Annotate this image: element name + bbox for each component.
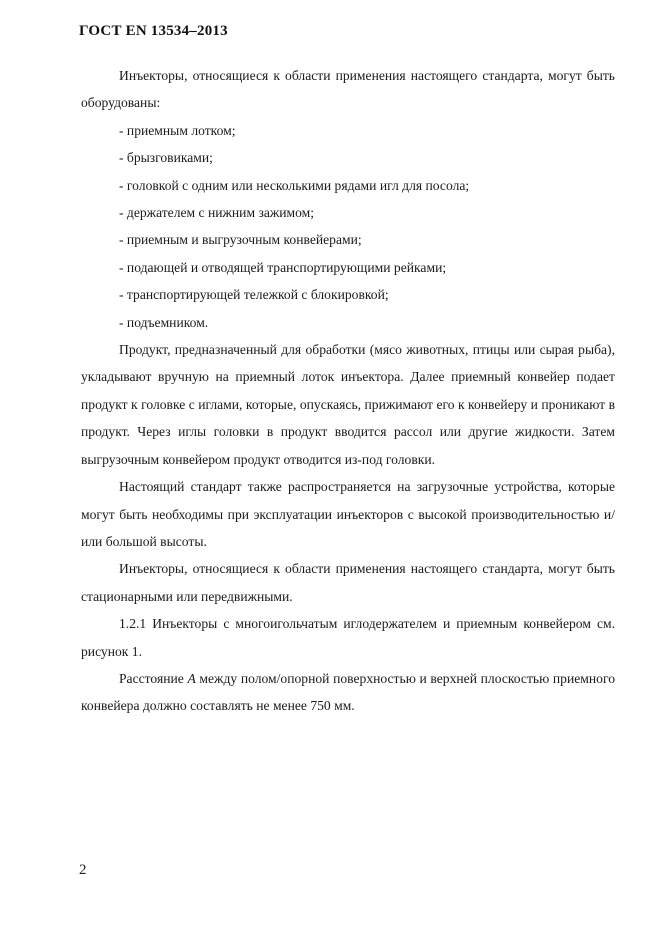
distance-prefix: Расстояние xyxy=(119,670,188,686)
distance-suffix: между полом/опорной поверхностью и верхней плоскостью приемного конвейера должно составлять не менее 750 мм. xyxy=(81,670,615,714)
equipment-list xyxy=(81,117,615,336)
list-item: - подъемником. xyxy=(119,314,209,330)
list-item: - брызговиками; xyxy=(119,150,213,166)
list-item: - подающей и отводящей транспортирующими рейками; xyxy=(119,259,447,275)
list-item: - приемным лотком; xyxy=(119,122,236,138)
clause-1-2-1: 1.2.1 Инъекторы с многоигольчатым иглодержателем и приемным конвейером см. рисунок 1. xyxy=(81,616,615,659)
list-item: - головкой с одним или несколькими рядами игл для посола; xyxy=(119,177,470,193)
distance-requirement-paragraph xyxy=(81,665,615,720)
page-number: 2 xyxy=(79,862,87,878)
injector-types-paragraph: Инъекторы, относящиеся к области применения настоящего стандарта, могут быть стационарными или передвижными. xyxy=(81,561,615,604)
distance-symbol: A xyxy=(187,670,196,686)
list-item: - держателем с нижним зажимом; xyxy=(119,205,315,221)
list-item: - приемным и выгрузочным конвейерами; xyxy=(119,232,362,248)
standard-header: ГОСТ EN 13534–2013 xyxy=(79,23,228,39)
product-paragraph: Продукт, предназначенный для обработки (мясо животных, птицы или сырая рыба), укладывают вручную на приемный лоток инъектора. Далее приемный конвейер подает продукт к головке с иглами, которые, опускаясь, прижимают его к конвейеру и проникают в продукт. Через иглы головки в продукт вводится рассол или другие жидкости. Затем выгрузочным конвейером продукт отводится из-под головки. xyxy=(81,342,615,467)
list-item: - транспортирующей тележкой с блокировкой; xyxy=(119,287,389,303)
intro-paragraph: Инъекторы, относящиеся к области применения настоящего стандарта, могут быть оборудованы: xyxy=(81,68,615,111)
loading-devices-paragraph: Настоящий стандарт также распространяется на загрузочные устройства, которые могут быть необходимы при эксплуатации инъекторов с высокой производительностью и/или большой высоты. xyxy=(81,479,615,549)
document-body xyxy=(81,62,615,720)
